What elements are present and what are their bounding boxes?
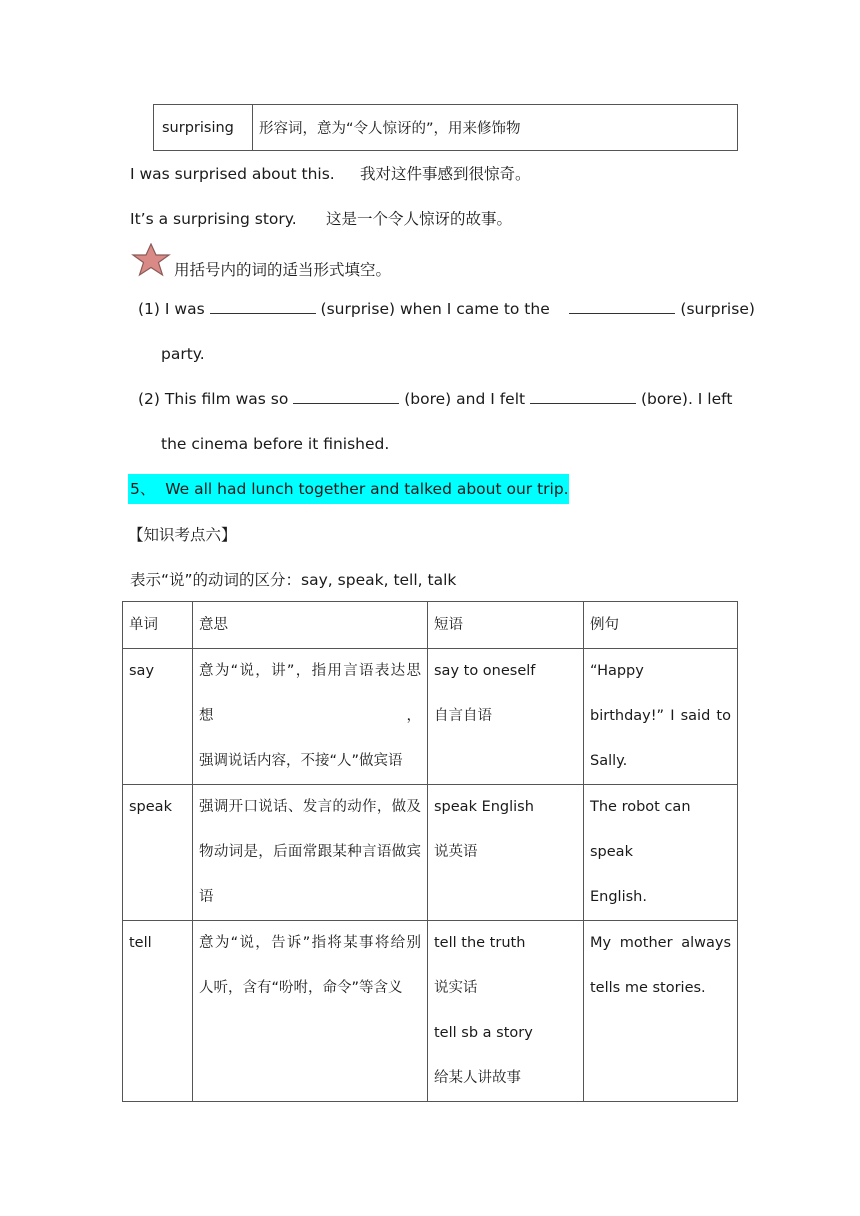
- example-line: birthday!” I said to: [590, 708, 731, 724]
- header-meaning: 意思: [193, 602, 428, 649]
- phrase-line: tell sb a story: [434, 1025, 533, 1041]
- example-line: English.: [590, 889, 647, 905]
- meaning-cell: [253, 105, 738, 151]
- table-row: [123, 649, 738, 785]
- word-text: surprising: [162, 119, 234, 136]
- speak-word-cell: [123, 785, 193, 921]
- point-5-text: We all had lunch together and talked about our trip.: [165, 480, 569, 498]
- item-2-text-b: (bore) and I felt: [404, 390, 526, 408]
- item-2-blank-2[interactable]: [530, 389, 636, 404]
- phrase-line: speak English: [434, 799, 534, 815]
- surprising-table: [153, 104, 738, 151]
- phrase-line: say to oneself: [434, 663, 536, 679]
- phrase-line: tell the truth: [434, 935, 526, 951]
- header-phrase: 短语: [428, 602, 584, 649]
- speak-meaning-cell: [193, 785, 428, 921]
- phrase-line: 说英语: [434, 844, 478, 860]
- example-2-zh: 这是一个令人惊讶的故事。: [326, 210, 513, 228]
- section-title: 【知识考点六】: [128, 526, 237, 544]
- row-word: tell: [129, 935, 152, 951]
- tell-meaning-cell: [193, 921, 428, 1102]
- say-word-cell: [123, 649, 193, 785]
- speak-phrase-cell: [428, 785, 584, 921]
- item-1-blank-1[interactable]: [210, 299, 316, 314]
- star-icon: [131, 243, 171, 277]
- say-phrase-cell: [428, 649, 584, 785]
- item-2-continuation: the cinema before it finished.: [161, 435, 390, 453]
- say-example-cell: [584, 649, 738, 785]
- example-2: [130, 208, 513, 230]
- item-2-text-c: (bore). I left: [640, 390, 733, 408]
- meaning-line: 物动词是，后面常跟某种言语做宾: [199, 844, 421, 860]
- example-1-en: I was surprised about this.: [130, 165, 335, 183]
- item-1-text-b: (surprise) when I came to the: [320, 300, 550, 318]
- table-header-row: [123, 602, 738, 649]
- item-1-text-c: (surprise): [680, 300, 755, 318]
- meaning-line: 强调说话内容，不接“人”做宾语: [199, 753, 403, 769]
- item-1-blank-2[interactable]: [569, 299, 675, 314]
- point-5-highlight: [128, 474, 569, 504]
- meaning-line: 强调开口说话、发言的动作，做及: [199, 799, 421, 815]
- example-1-zh: 我对这件事感到很惊奇。: [360, 165, 531, 183]
- example-1: [130, 163, 531, 185]
- say-meaning-cell: [193, 649, 428, 785]
- meaning-line: 意为“说，告诉”指将某事将给别: [199, 935, 421, 951]
- speak-example-cell: [584, 785, 738, 921]
- row-word: say: [129, 663, 155, 679]
- word-cell: [154, 105, 253, 151]
- exercise-item-1: [138, 298, 755, 320]
- tell-word-cell: [123, 921, 193, 1102]
- item-1-continuation: party.: [161, 345, 205, 363]
- tell-example-cell: [584, 921, 738, 1102]
- example-line: “Happy: [590, 663, 644, 679]
- header-example: 例句: [584, 602, 738, 649]
- example-line: Sally.: [590, 753, 628, 769]
- exercise-instruction: 用括号内的词的适当形式填空。: [174, 261, 392, 279]
- example-line: The robot can speak: [590, 799, 691, 860]
- row-word: speak: [129, 799, 172, 815]
- table-row: [123, 921, 738, 1102]
- header-word: 单词: [123, 602, 193, 649]
- example-line: tells me stories.: [590, 980, 706, 996]
- verb-table: [122, 601, 738, 1102]
- section-intro: 表示“说”的动词的区分：say, speak, tell, talk: [130, 571, 457, 589]
- item-2-number: (2): [138, 390, 160, 408]
- meaning-line: 语: [199, 889, 214, 905]
- meaning-text: 形容词，意为“令人惊讶的”，用来修饰物: [259, 121, 521, 137]
- exercise-item-2: [138, 388, 732, 410]
- item-2-text-a: This film was so: [164, 390, 289, 408]
- meaning-line: 意为“说，讲”，指用言语表达思想，: [199, 663, 421, 724]
- example-line: My mother always: [590, 935, 731, 951]
- tell-phrase-cell: [428, 921, 584, 1102]
- phrase-line: 给某人讲故事: [434, 1070, 521, 1086]
- example-2-en: It’s a surprising story.: [130, 210, 297, 228]
- item-1-number: (1): [138, 300, 160, 318]
- item-2-blank-1[interactable]: [293, 389, 399, 404]
- item-1-text-a: I was: [164, 300, 205, 318]
- table-row: [123, 785, 738, 921]
- phrase-line: 自言自语: [434, 708, 492, 724]
- meaning-line: 人听，含有“吩咐，命令”等含义: [199, 980, 403, 996]
- point-5-number: 5、: [130, 480, 156, 498]
- phrase-line: 说实话: [434, 980, 478, 996]
